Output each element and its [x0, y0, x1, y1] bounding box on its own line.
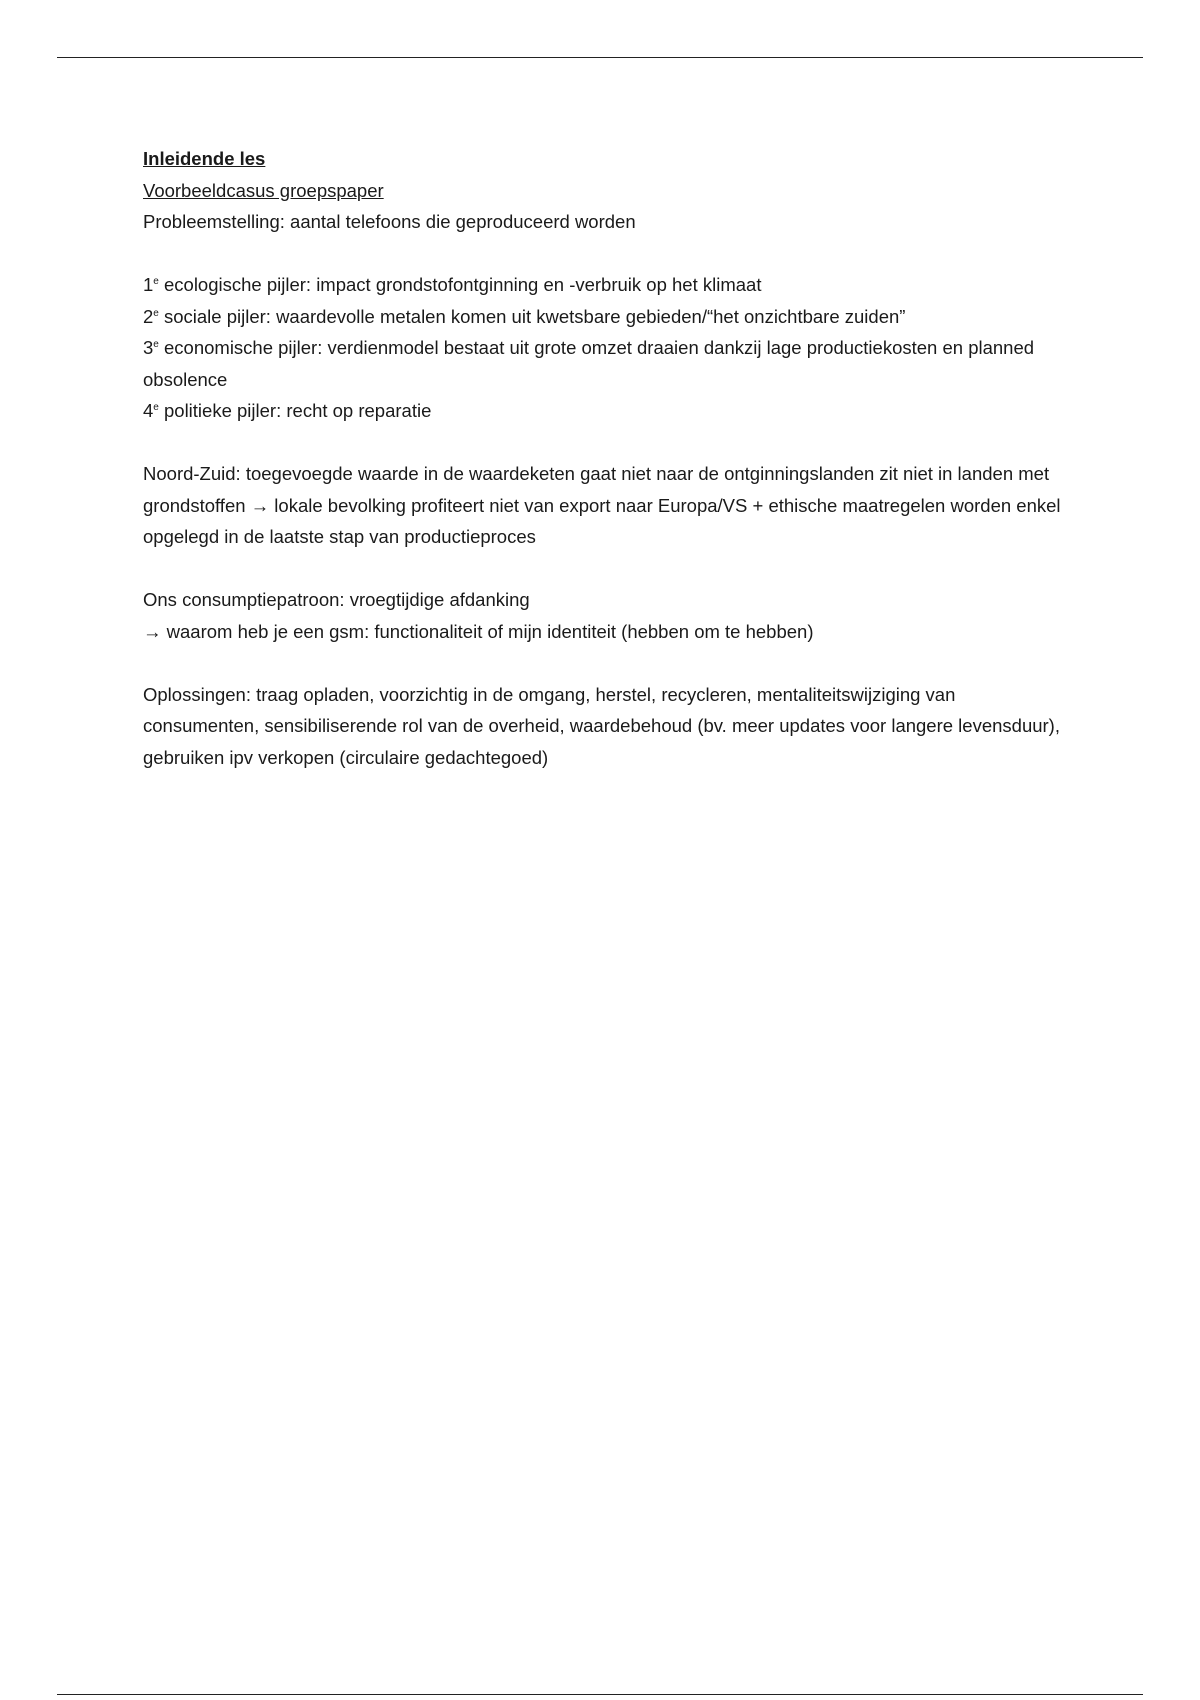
pillar-number: 2	[143, 305, 154, 327]
pillar-4	[143, 395, 1073, 427]
header-rule	[57, 57, 1143, 58]
pillar-number: 1	[143, 274, 154, 295]
spacer	[143, 647, 1073, 679]
spacer	[143, 238, 1073, 270]
pillar-number: 4	[143, 400, 154, 421]
pillar-2	[143, 301, 1073, 333]
pillar-text: politieke pijler: recht op reparatie	[158, 400, 432, 421]
pillar-ordinal: e	[153, 402, 159, 413]
consumption-question: → waarom heb je een gsm: functionaliteit of mijn identiteit (hebben om te hebben)	[143, 620, 814, 642]
document-title: Inleidende les	[143, 148, 266, 169]
pillar-ordinal: e	[153, 339, 159, 350]
spacer	[143, 553, 1073, 585]
consumption-line: Ons consumptiepatroon: vroegtijdige afdanking	[143, 589, 530, 610]
problem-statement: Probleemstelling: aantal telefoons die geproduceerd worden	[143, 211, 636, 232]
pillar-ordinal: e	[153, 276, 159, 287]
footer-rule	[57, 1694, 1143, 1695]
pillar-number: 3	[143, 337, 154, 358]
document-body	[143, 143, 1073, 773]
pillar-3	[143, 332, 1073, 395]
pillar-1	[143, 269, 1073, 301]
document-subtitle: Voorbeeldcasus groepspaper	[143, 179, 384, 201]
pillar-ordinal: e	[153, 307, 159, 319]
solutions-paragraph: Oplossingen: traag opladen, voorzichtig in de omgang, herstel, recycleren, mentaliteitswijziging van consumenten, sensibiliserende rol van de overheid, waardebehoud (bv. meer updates voor langere levensduur), gebruiken ipv verkopen (circulaire gedachtegoed)	[143, 683, 1060, 768]
noord-zuid-paragraph: Noord-Zuid: toegevoegde waarde in de waardeketen gaat niet naar de ontginningslanden zit niet in landen met grondstoffen → lokale bevolking profiteert niet van export naar Europa/VS + ethische maatregelen worden enkel opgelegd in de laatste stap van productieproces	[143, 463, 1061, 547]
pillar-text: economische pijler: verdienmodel bestaat uit grote omzet draaien dankzij lage productiekosten en planned obsolence	[143, 337, 1035, 390]
pillar-text: ecologische pijler: impact grondstofontginning en -verbruik op het klimaat	[158, 274, 762, 295]
pillar-text: sociale pijler: waardevolle metalen komen uit kwetsbare gebieden/“het onzichtbare zuiden”	[158, 305, 906, 327]
spacer	[143, 427, 1073, 459]
